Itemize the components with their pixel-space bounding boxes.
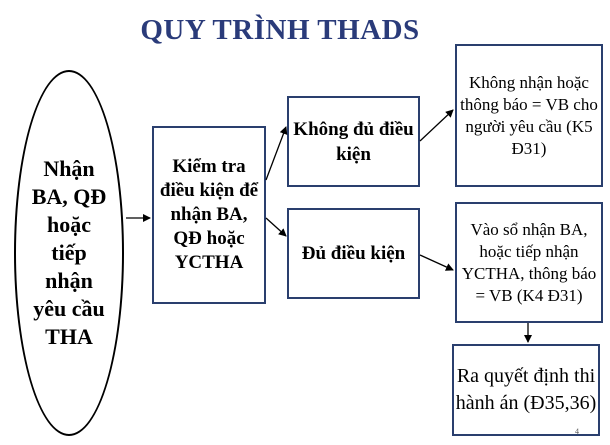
page-number: 4 bbox=[575, 427, 579, 436]
page-title: QUY TRÌNH THADS bbox=[140, 14, 420, 46]
reject-notice-label: Không nhận hoặc thông báo = VB cho người yêu cầu (K5 Đ31) bbox=[460, 72, 598, 158]
arrow-check-to-not-eligible bbox=[266, 127, 286, 180]
not-eligible-label: Không đủ điều kiện bbox=[293, 118, 414, 165]
arrow-check-to-eligible bbox=[266, 218, 286, 236]
register-label: Vào sổ nhận BA, hoặc tiếp nhận YCTHA, thông báo = VB (K4 Đ31) bbox=[461, 219, 597, 305]
eligible-label: Đủ điều kiện bbox=[301, 243, 406, 264]
start-node-label: Nhận BA, QĐ hoặc tiếp nhận yêu cầu THA bbox=[31, 156, 107, 349]
arrow-eligible-to-register bbox=[420, 255, 453, 270]
decision-label: Ra quyết định thi hành án (Đ35,36) bbox=[455, 365, 597, 414]
arrow-not-eligible-to-reject bbox=[420, 110, 453, 141]
check-conditions-label: Kiểm tra điều kiện để nhận BA, QĐ hoặc YCTHA bbox=[159, 156, 259, 273]
